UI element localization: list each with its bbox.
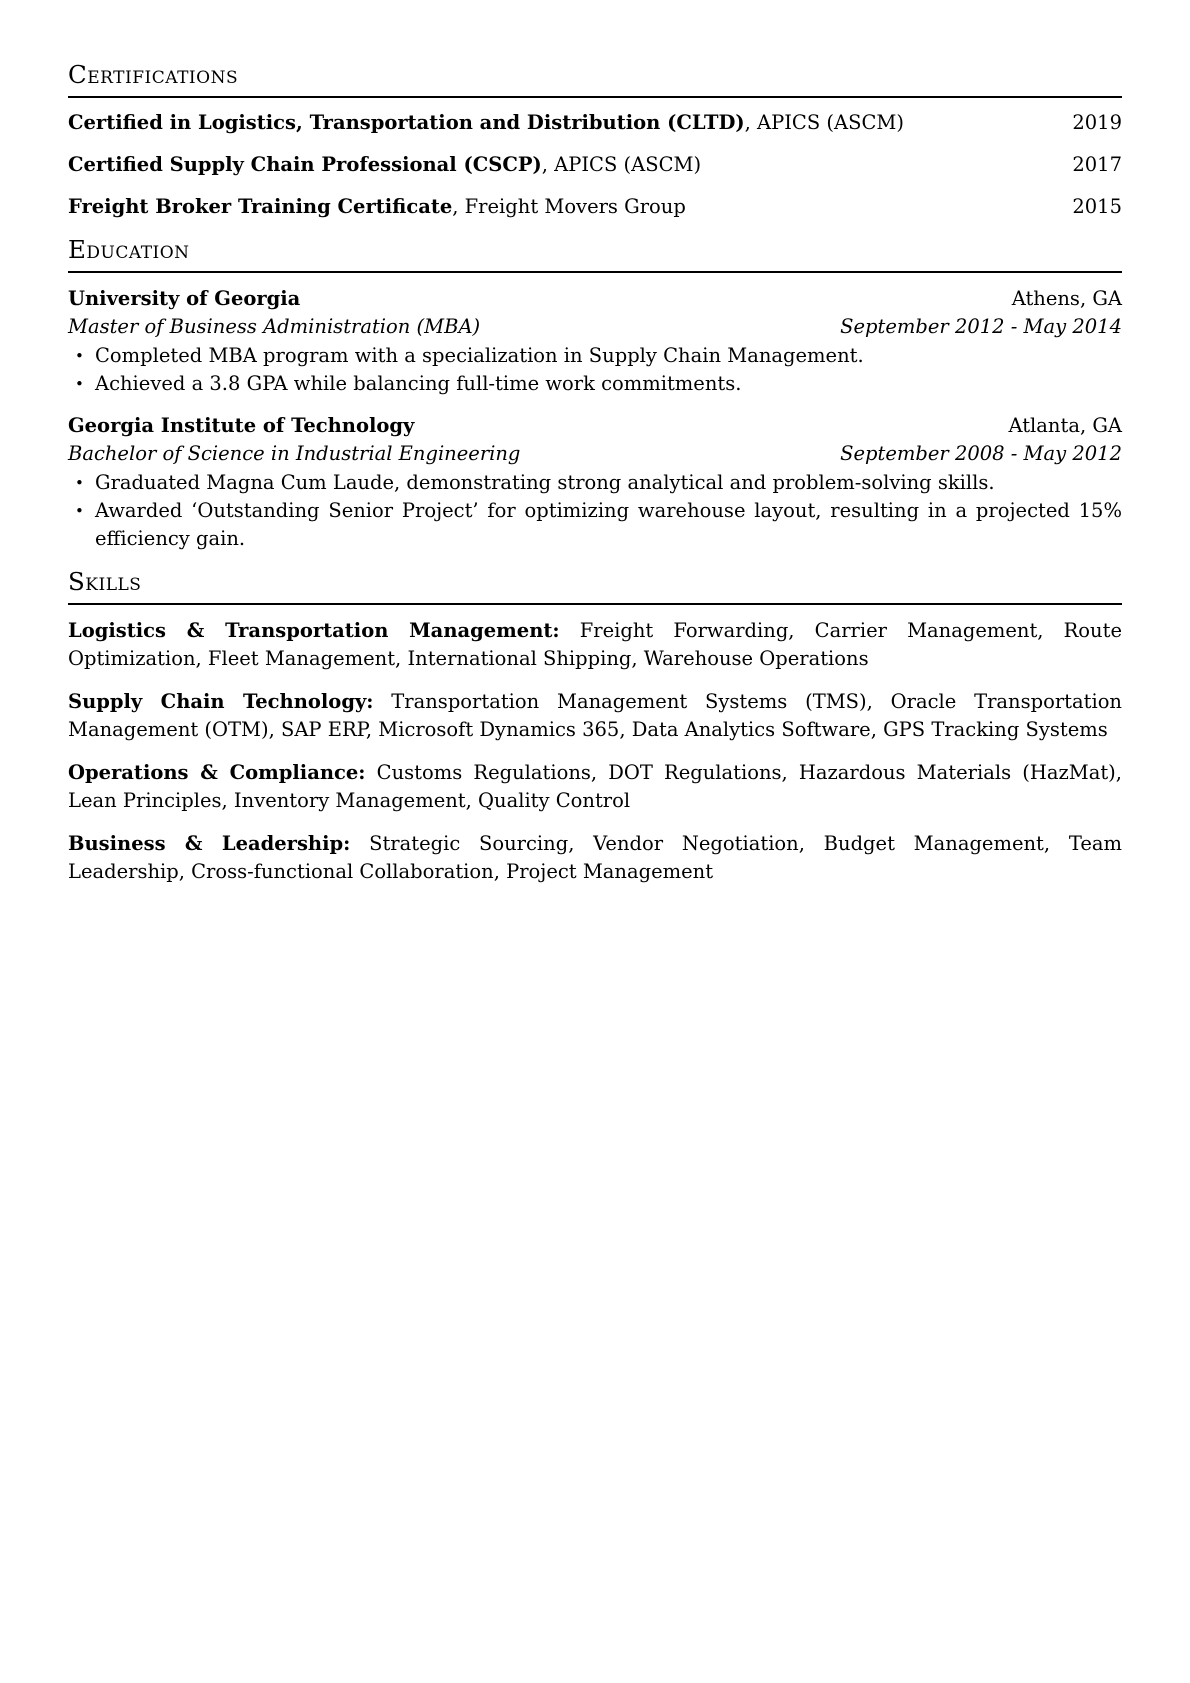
school-name: Georgia Institute of Technology	[68, 414, 415, 437]
certification-issuer: , APICS (ASCM)	[744, 111, 904, 134]
certification-title: Freight Broker Training Certificate	[68, 195, 453, 218]
education-bullets	[68, 342, 1122, 398]
skill-group	[68, 759, 1122, 815]
certification-issuer: , Freight Movers Group	[452, 195, 686, 218]
certifications-section	[68, 60, 1122, 221]
education-bullet-text: Completed MBA program with a specialization in Supply Chain Management.	[95, 344, 864, 367]
skill-group-items: Strategic Sourcing, Vendor Negotiation, Budget Management, Team Leadership, Cross-functional Collaboration, Project Management	[68, 832, 1122, 883]
education-bullet	[68, 497, 1122, 553]
skill-group	[68, 830, 1122, 886]
education-bullet	[68, 342, 1122, 370]
skill-group	[68, 688, 1122, 744]
skill-group-label: Logistics & Transportation Management:	[68, 619, 560, 642]
education-bullet	[68, 469, 1122, 497]
certification-year: 2015	[1072, 195, 1122, 218]
school-location: Athens, GA	[1011, 287, 1122, 310]
certification-year: 2019	[1072, 111, 1122, 134]
education-entry	[68, 285, 1122, 398]
certification-title: Certified in Logistics, Transportation and Distribution (CLTD)	[68, 111, 745, 134]
school-degree: Bachelor of Science in Industrial Engineering	[68, 442, 521, 465]
certification-issuer: , APICS (ASCM)	[541, 153, 702, 176]
education-bullets	[68, 469, 1122, 553]
bullet-icon: •	[75, 474, 84, 492]
skill-group-label: Operations & Compliance:	[68, 761, 366, 784]
education-bullet-text: Achieved a 3.8 GPA while balancing full-time work commitments.	[95, 372, 742, 395]
education-head-row	[68, 285, 1122, 313]
certification-text	[68, 193, 686, 221]
certification-row	[68, 151, 1122, 179]
education-heading: Education	[68, 235, 1122, 273]
education-section	[68, 235, 1122, 553]
certification-text	[68, 109, 904, 137]
skills-heading: Skills	[68, 567, 1122, 605]
skill-group	[68, 617, 1122, 673]
skill-group-items: Customs Regulations, DOT Regulations, Hazardous Materials (HazMat), Lean Principles, Inventory Management, Quality Control	[68, 761, 1122, 812]
education-head-row	[68, 412, 1122, 440]
skill-group-label: Supply Chain Technology:	[68, 690, 374, 713]
skills-section	[68, 567, 1122, 886]
education-entry	[68, 412, 1122, 553]
school-dates: September 2012 - May 2014	[840, 315, 1122, 338]
education-bullet	[68, 370, 1122, 398]
education-sub-row	[68, 313, 1122, 341]
bullet-icon: •	[75, 347, 84, 365]
education-bullet-text: Graduated Magna Cum Laude, demonstrating strong analytical and problem-solving skills.	[95, 471, 995, 494]
skill-group-items: Transportation Management Systems (TMS), Oracle Transportation Management (OTM), SAP ERP, Microsoft Dynamics 365, Data Analytics Software, GPS Tracking Systems	[68, 690, 1122, 741]
bullet-icon: •	[75, 375, 84, 393]
education-bullet-text: Awarded ‘Outstanding Senior Project’ for optimizing warehouse layout, resulting in a projected 15% efficiency gain.	[95, 499, 1122, 550]
certification-text	[68, 151, 701, 179]
school-location: Atlanta, GA	[1008, 414, 1122, 437]
skill-group-items: Freight Forwarding, Carrier Management, Route Optimization, Fleet Management, International Shipping, Warehouse Operations	[68, 619, 1122, 670]
school-name: University of Georgia	[68, 287, 301, 310]
certification-row	[68, 193, 1122, 221]
certifications-heading: Certifications	[68, 60, 1122, 98]
certification-title: Certified Supply Chain Professional (CSCP)	[68, 153, 542, 176]
education-sub-row	[68, 440, 1122, 468]
bullet-icon: •	[75, 502, 84, 520]
certification-row	[68, 109, 1122, 137]
skill-group-label: Business & Leadership:	[68, 832, 351, 855]
certification-year: 2017	[1072, 153, 1122, 176]
school-degree: Master of Business Administration (MBA)	[68, 315, 481, 338]
school-dates: September 2008 - May 2012	[840, 442, 1122, 465]
